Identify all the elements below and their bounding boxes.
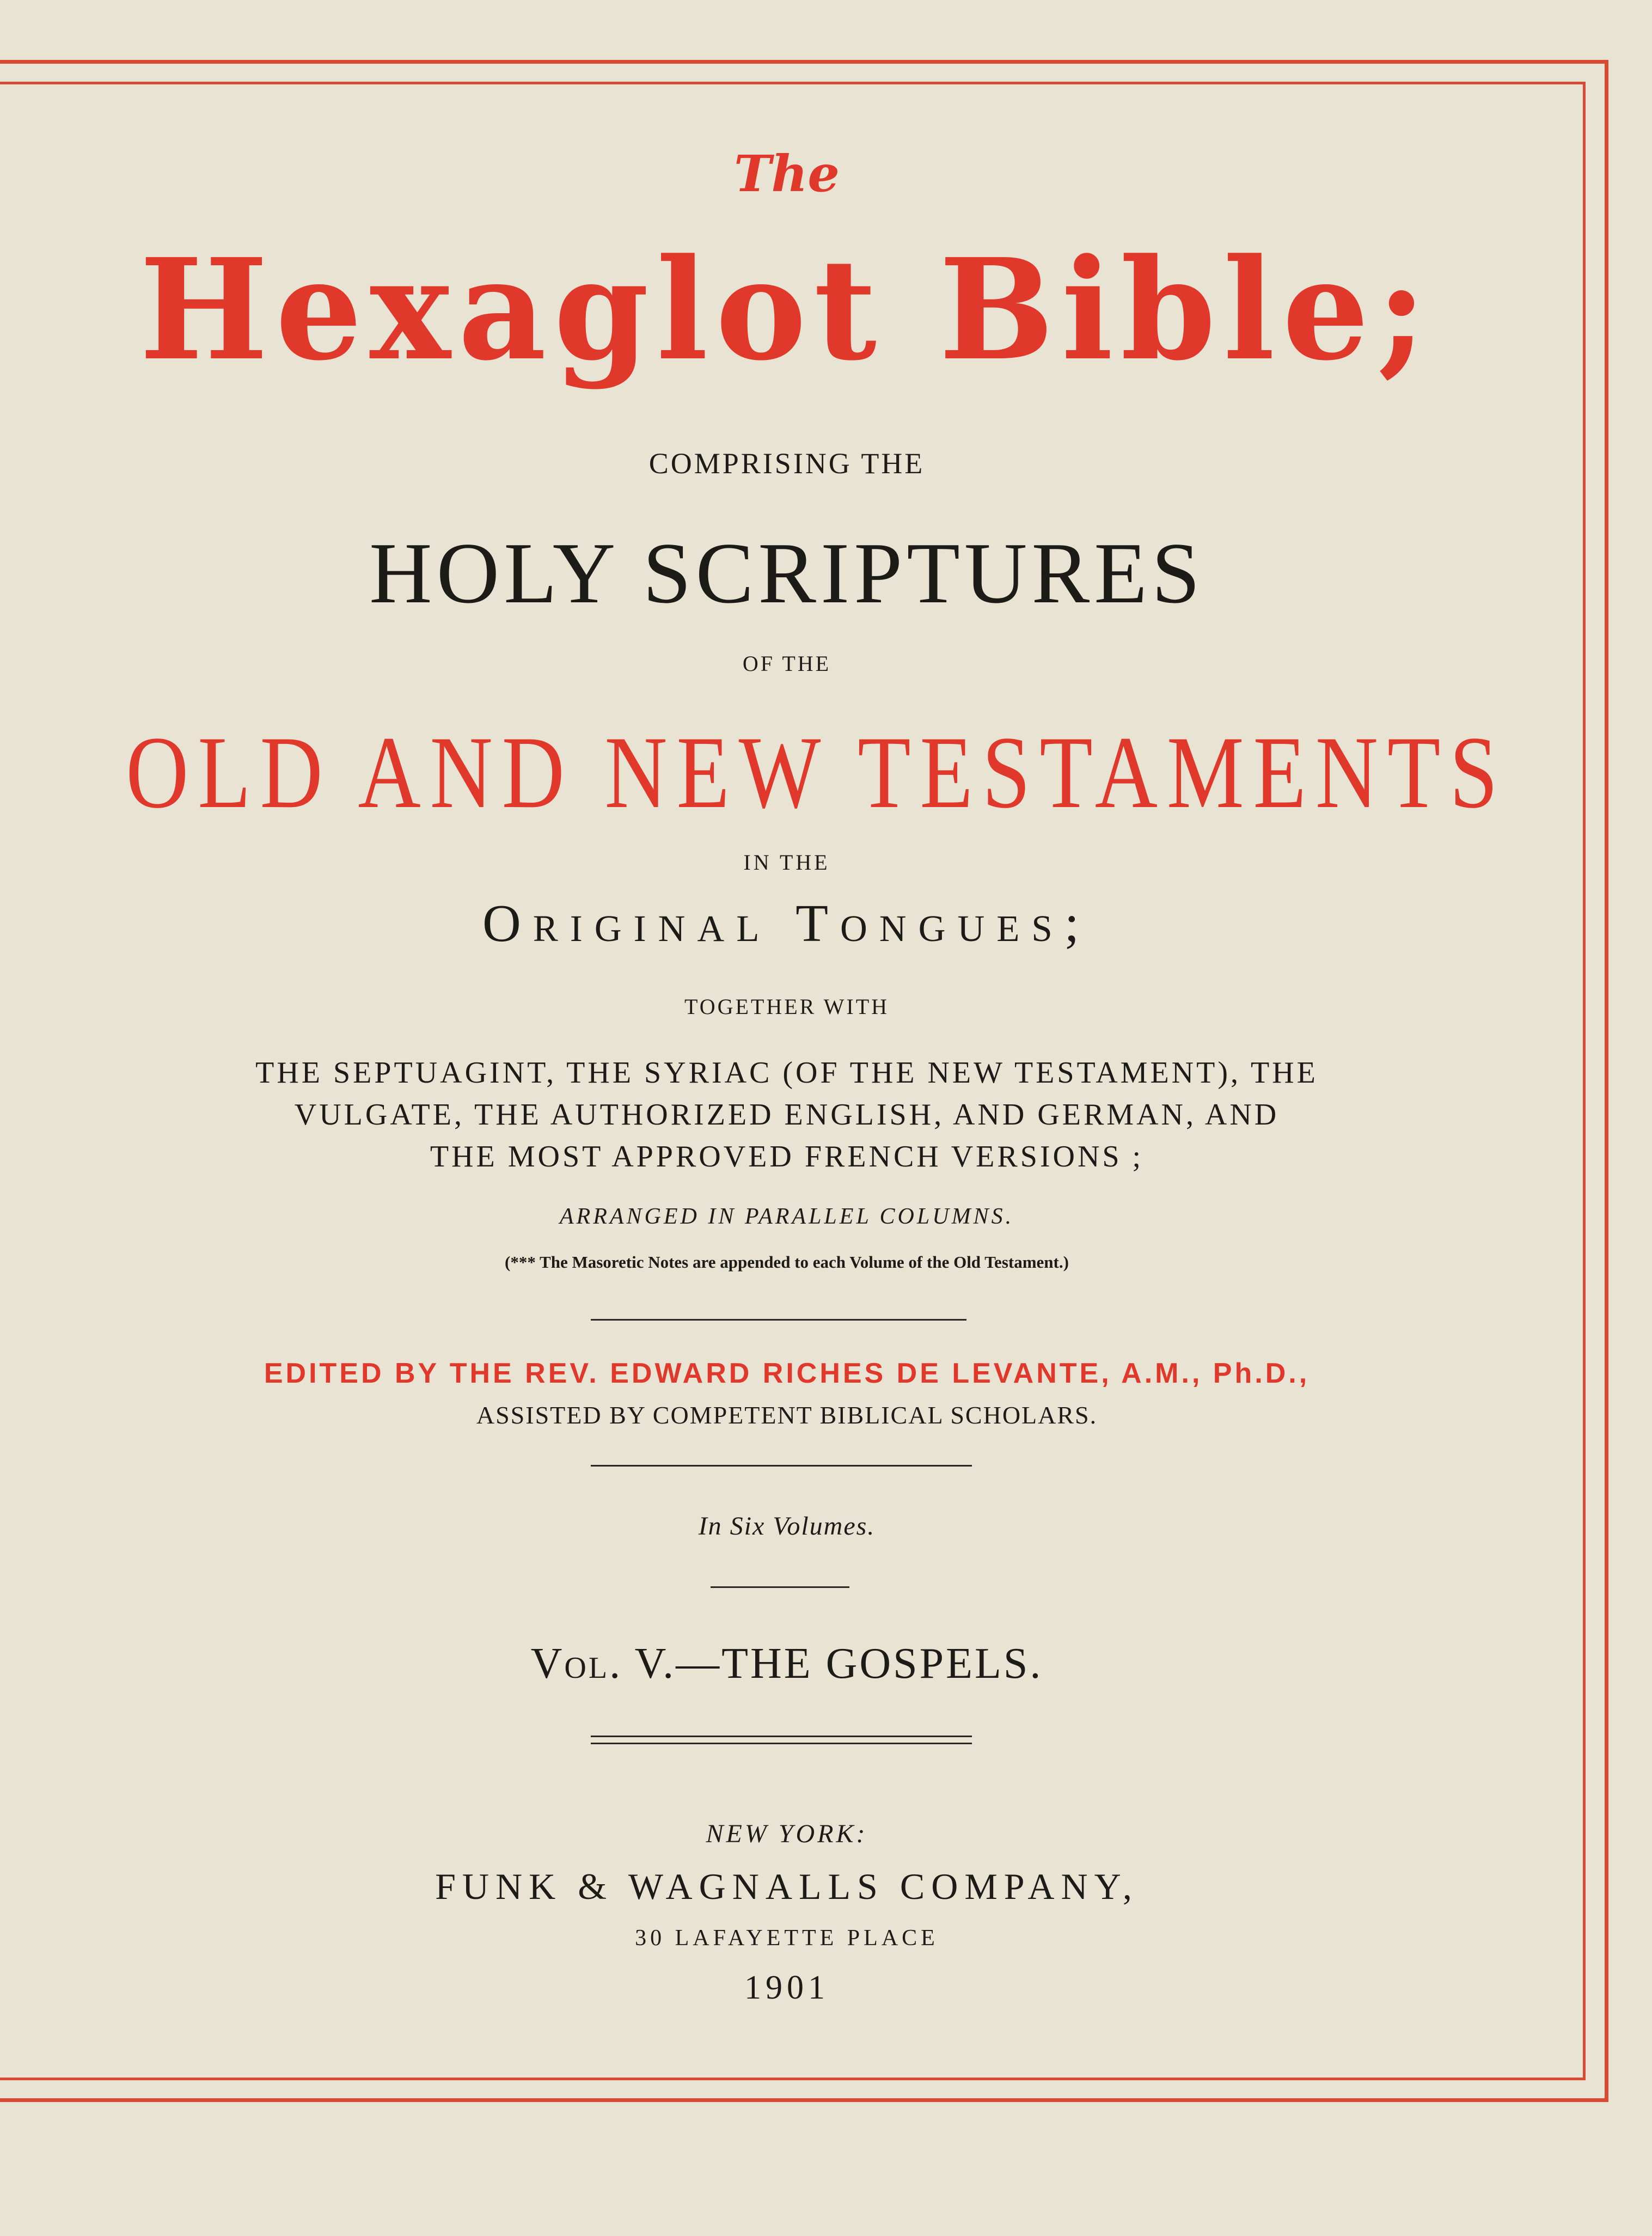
versions-line-1: THE SEPTUAGINT, THE SYRIAC (OF THE NEW TESTAMENT), THE — [255, 1056, 1318, 1090]
volume-name: V.—THE GOSPELS. — [634, 1640, 1043, 1688]
together-with-text: TOGETHER WITH — [684, 994, 890, 1019]
masoretic-note: (*** The Masoretic Notes are appended to each Volume of the Old Testament.) — [505, 1253, 1069, 1272]
volume-title — [0, 1639, 1574, 1689]
publisher-name: FUNK & WAGNALLS COMPANY, — [435, 1866, 1139, 1907]
publication-place: NEW YORK: — [706, 1819, 868, 1848]
volumes-count: In Six Volumes. — [698, 1512, 876, 1541]
of-the-text: OF THE — [742, 651, 831, 676]
versions-line-2: VULGATE, THE AUTHORIZED ENGLISH, AND GERMAN, AND — [294, 1098, 1280, 1132]
comprising-text: COMPRISING THE — [648, 447, 925, 480]
arranged-text: ARRANGED IN PARALLEL COLUMNS. — [559, 1204, 1014, 1229]
testaments-heading: OLD AND NEW TESTAMENTS — [126, 716, 1507, 830]
title-article: The — [734, 144, 840, 203]
divider-rule-3 — [711, 1586, 849, 1588]
divider-rule-2 — [591, 1465, 972, 1467]
main-title: Hexaglot Bible; — [139, 229, 1434, 392]
double-rule-bottom — [591, 1743, 972, 1744]
in-the-text: IN THE — [743, 850, 830, 875]
double-rule-top — [591, 1736, 972, 1737]
versions-line-3: THE MOST APPROVED FRENCH VERSIONS ; — [430, 1140, 1144, 1174]
editor-credit: EDITED BY THE REV. EDWARD RICHES DE LEVANTE, A.M., Ph.D., — [264, 1358, 1310, 1389]
publisher-address: 30 LAFAYETTE PLACE — [635, 1926, 939, 1951]
assisted-by-text: ASSISTED BY COMPETENT BIBLICAL SCHOLARS. — [476, 1401, 1098, 1429]
publication-year: 1901 — [744, 1969, 829, 2006]
volume-prefix: Vol. — [530, 1640, 623, 1688]
original-tongues-heading: Original Tongues; — [482, 894, 1092, 953]
divider-rule-1 — [591, 1319, 966, 1321]
holy-scriptures-heading: HOLY SCRIPTURES — [369, 524, 1204, 621]
